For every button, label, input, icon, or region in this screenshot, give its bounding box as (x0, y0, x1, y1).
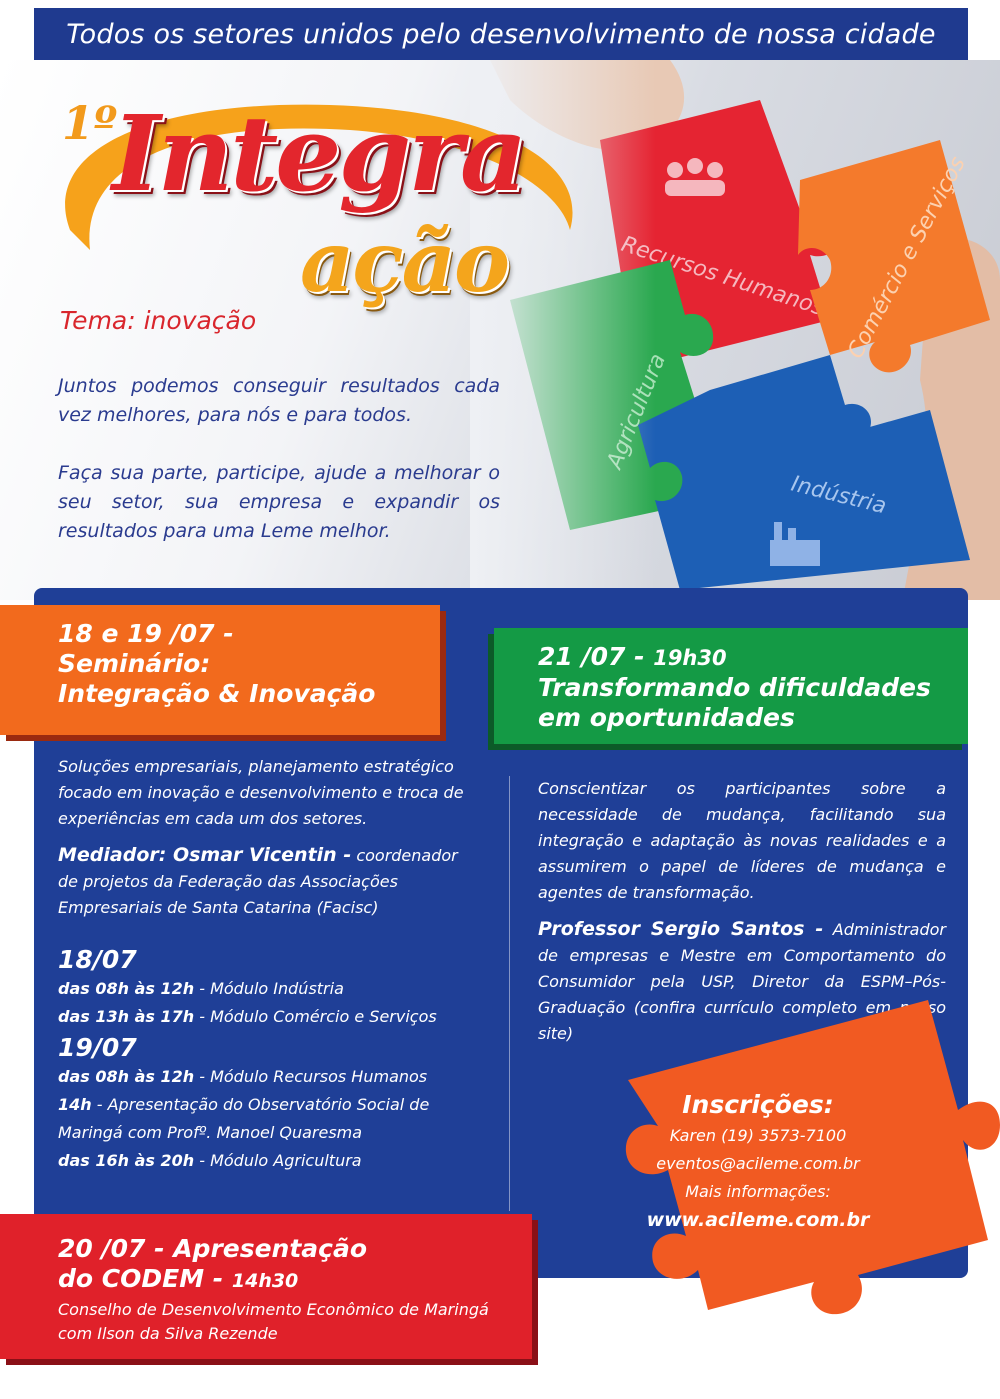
registration-info (624, 1088, 892, 1234)
talk-title: Transformando dificuldades em oportunidades (538, 673, 931, 732)
codem-box (0, 1214, 532, 1359)
schedule-item: das 08h às 12h - Módulo Recursos Humanos (58, 1067, 428, 1086)
talk-header (494, 628, 968, 744)
day1-heading: 18/07 (58, 945, 137, 974)
schedule-item: 14h - Apresentação do Observatório Social de Maringá com Profº. Manoel Quaresma (58, 1095, 430, 1142)
seminar-mediator (58, 842, 478, 921)
day2-schedule (58, 1063, 478, 1175)
schedule-item: das 08h às 12h - Módulo Indústria (58, 979, 344, 998)
logo-acao: ação (300, 212, 509, 311)
mediator-description: coordenador de projetos da Federação das Associações Empresariais de Santa Catarina (Facisc) (58, 846, 458, 917)
registration-website-link[interactable]: www.acileme.com.br (646, 1209, 870, 1231)
tema-label: Tema: inovação (60, 306, 257, 335)
seminar-dates: 18 e 19 /07 - (58, 619, 234, 648)
speaker-name: Professor Sergio Santos - (538, 918, 824, 940)
mediator-name: Mediador: Osmar Vicentin - (58, 844, 352, 866)
codem-time: 14h30 (231, 1270, 299, 1292)
registration-heading: Inscrições: (682, 1090, 834, 1119)
codem-title-line1: 20 /07 - Apresentação (58, 1234, 368, 1263)
seminar-description: Soluções empresariais, planejamento estratégico focado em inovação e desenvolvimento e troca de experiências em cada um dos setores. (58, 757, 464, 828)
intro-paragraph-2: Faça sua parte, participe, ajude a melhorar o seu setor, sua empresa e expandir os resultados para uma Leme melhor. (58, 462, 500, 542)
logo-integra: Integra (112, 92, 525, 215)
codem-presenter: com Ilson da Silva Rezende (58, 1324, 278, 1343)
schedule-item: das 16h às 20h - Módulo Agricultura (58, 1151, 362, 1170)
codem-description: Conselho de Desenvolvimento Econômico de Maringá (58, 1300, 489, 1319)
talk-description: Conscientizar os participantes sobre a necessidade de mudança, facilitando sua integração e adaptação às novas realidades e a assumirem o papel de líderes de mudança e agentes de transformação. (538, 779, 946, 902)
talk-date: 21 /07 - (538, 642, 654, 671)
logo-ordinal: 1º (62, 96, 118, 150)
schedule-item: das 13h às 17h - Módulo Comércio e Serviços (58, 1007, 437, 1026)
talk-time: 19h30 (653, 646, 727, 670)
registration-phone: Karen (19) 3573-7100 (669, 1126, 847, 1145)
day1-schedule (58, 975, 478, 1031)
registration-more-info: Mais informações: (685, 1182, 831, 1201)
column-divider (509, 776, 510, 1211)
seminar-title: Integração & Inovação (58, 679, 376, 708)
speaker-description: Administrador de empresas e Mestre em Comportamento do Consumidor pela USP, Diretor da ESPM–Pós-Graduação (confira currículo completo em nosso site) (538, 920, 946, 1043)
seminar-label: Seminário: (58, 649, 211, 678)
seminar-header (0, 605, 440, 735)
seminar-details (58, 754, 478, 1175)
codem-title-line2: do CODEM - (58, 1264, 232, 1293)
day2-heading: 19/07 (58, 1033, 137, 1062)
top-banner: Todos os setores unidos pelo desenvolvimento de nossa cidade (34, 8, 968, 60)
registration-email[interactable]: eventos@acileme.com.br (656, 1154, 860, 1173)
intro-paragraph-1: Juntos podemos conseguir resultados cada vez melhores, para nós e para todos. (58, 375, 500, 426)
intro-text (58, 372, 500, 546)
